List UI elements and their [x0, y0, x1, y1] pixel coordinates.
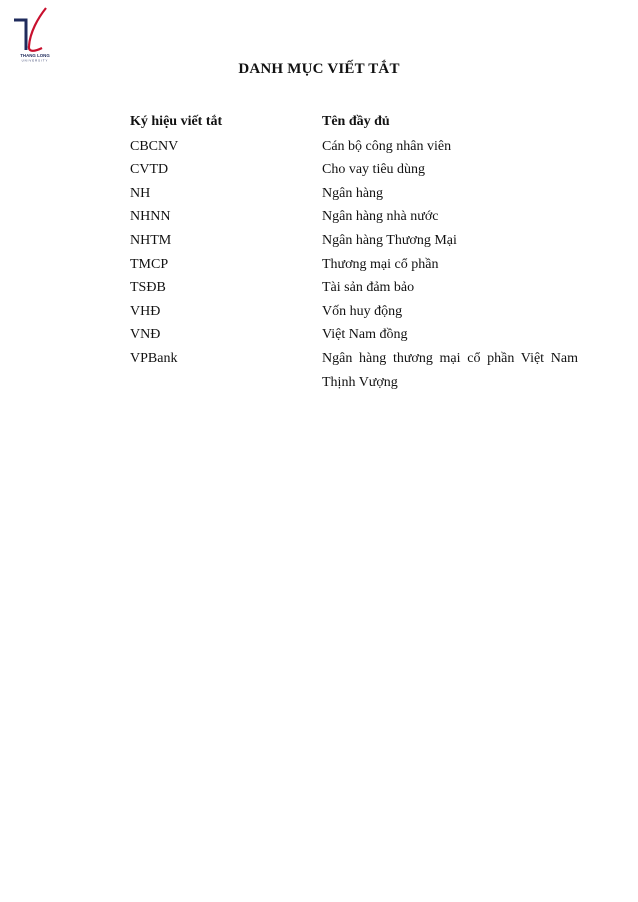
full-name-cell: Cán bộ công nhân viên: [322, 138, 452, 154]
full-name-line-1: Ngân hàng thương mại cổ phần Việt Nam: [322, 350, 578, 366]
table-row: [130, 229, 578, 253]
table-row: [130, 205, 578, 229]
table-row: [130, 300, 578, 324]
full-name-cell: Vốn huy động: [322, 303, 403, 319]
table-header-row: [130, 110, 578, 135]
full-name-cell: Thương mại cổ phần: [322, 256, 439, 272]
full-name-cell: Ngân hàng nhà nước: [322, 209, 439, 225]
full-name-cell: Ngân hàng: [322, 185, 384, 201]
table-row: [130, 182, 578, 206]
abbreviation-cell: TMCP: [130, 256, 169, 272]
abbreviation-cell: VPBank: [130, 350, 178, 366]
logo-text: THANG LONG: [20, 53, 50, 58]
full-name-cell: Ngân hàng Thương Mại: [322, 232, 457, 248]
university-logo-mark: [12, 6, 58, 62]
header-abbreviation: Ký hiệu viết tắt: [130, 114, 223, 129]
table-row: [130, 135, 578, 159]
full-name-cell: Tài sản đảm bảo: [322, 280, 415, 296]
full-name-line-2: Thịnh Vượng: [322, 374, 398, 390]
abbreviation-cell: NHNN: [130, 209, 171, 225]
abbreviation-table: [130, 110, 578, 394]
logo-subtext: UNIVERSITY: [21, 58, 49, 62]
abbreviation-cell: CVTD: [130, 162, 169, 178]
abbreviation-cell: TSĐB: [130, 280, 166, 296]
logo-t-stroke: [14, 20, 26, 50]
table-row: [130, 347, 578, 394]
abbreviation-cell: VHĐ: [130, 303, 161, 319]
logo-l-stroke: [29, 8, 46, 51]
table-row: [130, 158, 578, 182]
full-name-cell: Việt Nam đồng: [322, 327, 408, 343]
page-title: DANH MỤC VIẾT TẮT: [238, 61, 400, 77]
abbreviation-cell: VNĐ: [130, 327, 161, 343]
full-name-cell: [322, 347, 578, 394]
abbreviation-cell: NHTM: [130, 232, 172, 248]
table-row: [130, 323, 578, 347]
abbreviation-cell: NH: [130, 185, 151, 201]
table-row: [130, 253, 578, 277]
full-name-cell: Cho vay tiêu dùng: [322, 162, 426, 178]
university-logo: [12, 6, 58, 62]
header-full-name: Tên đầy đủ: [322, 114, 390, 129]
table-row: [130, 276, 578, 300]
abbreviation-cell: CBCNV: [130, 138, 179, 154]
